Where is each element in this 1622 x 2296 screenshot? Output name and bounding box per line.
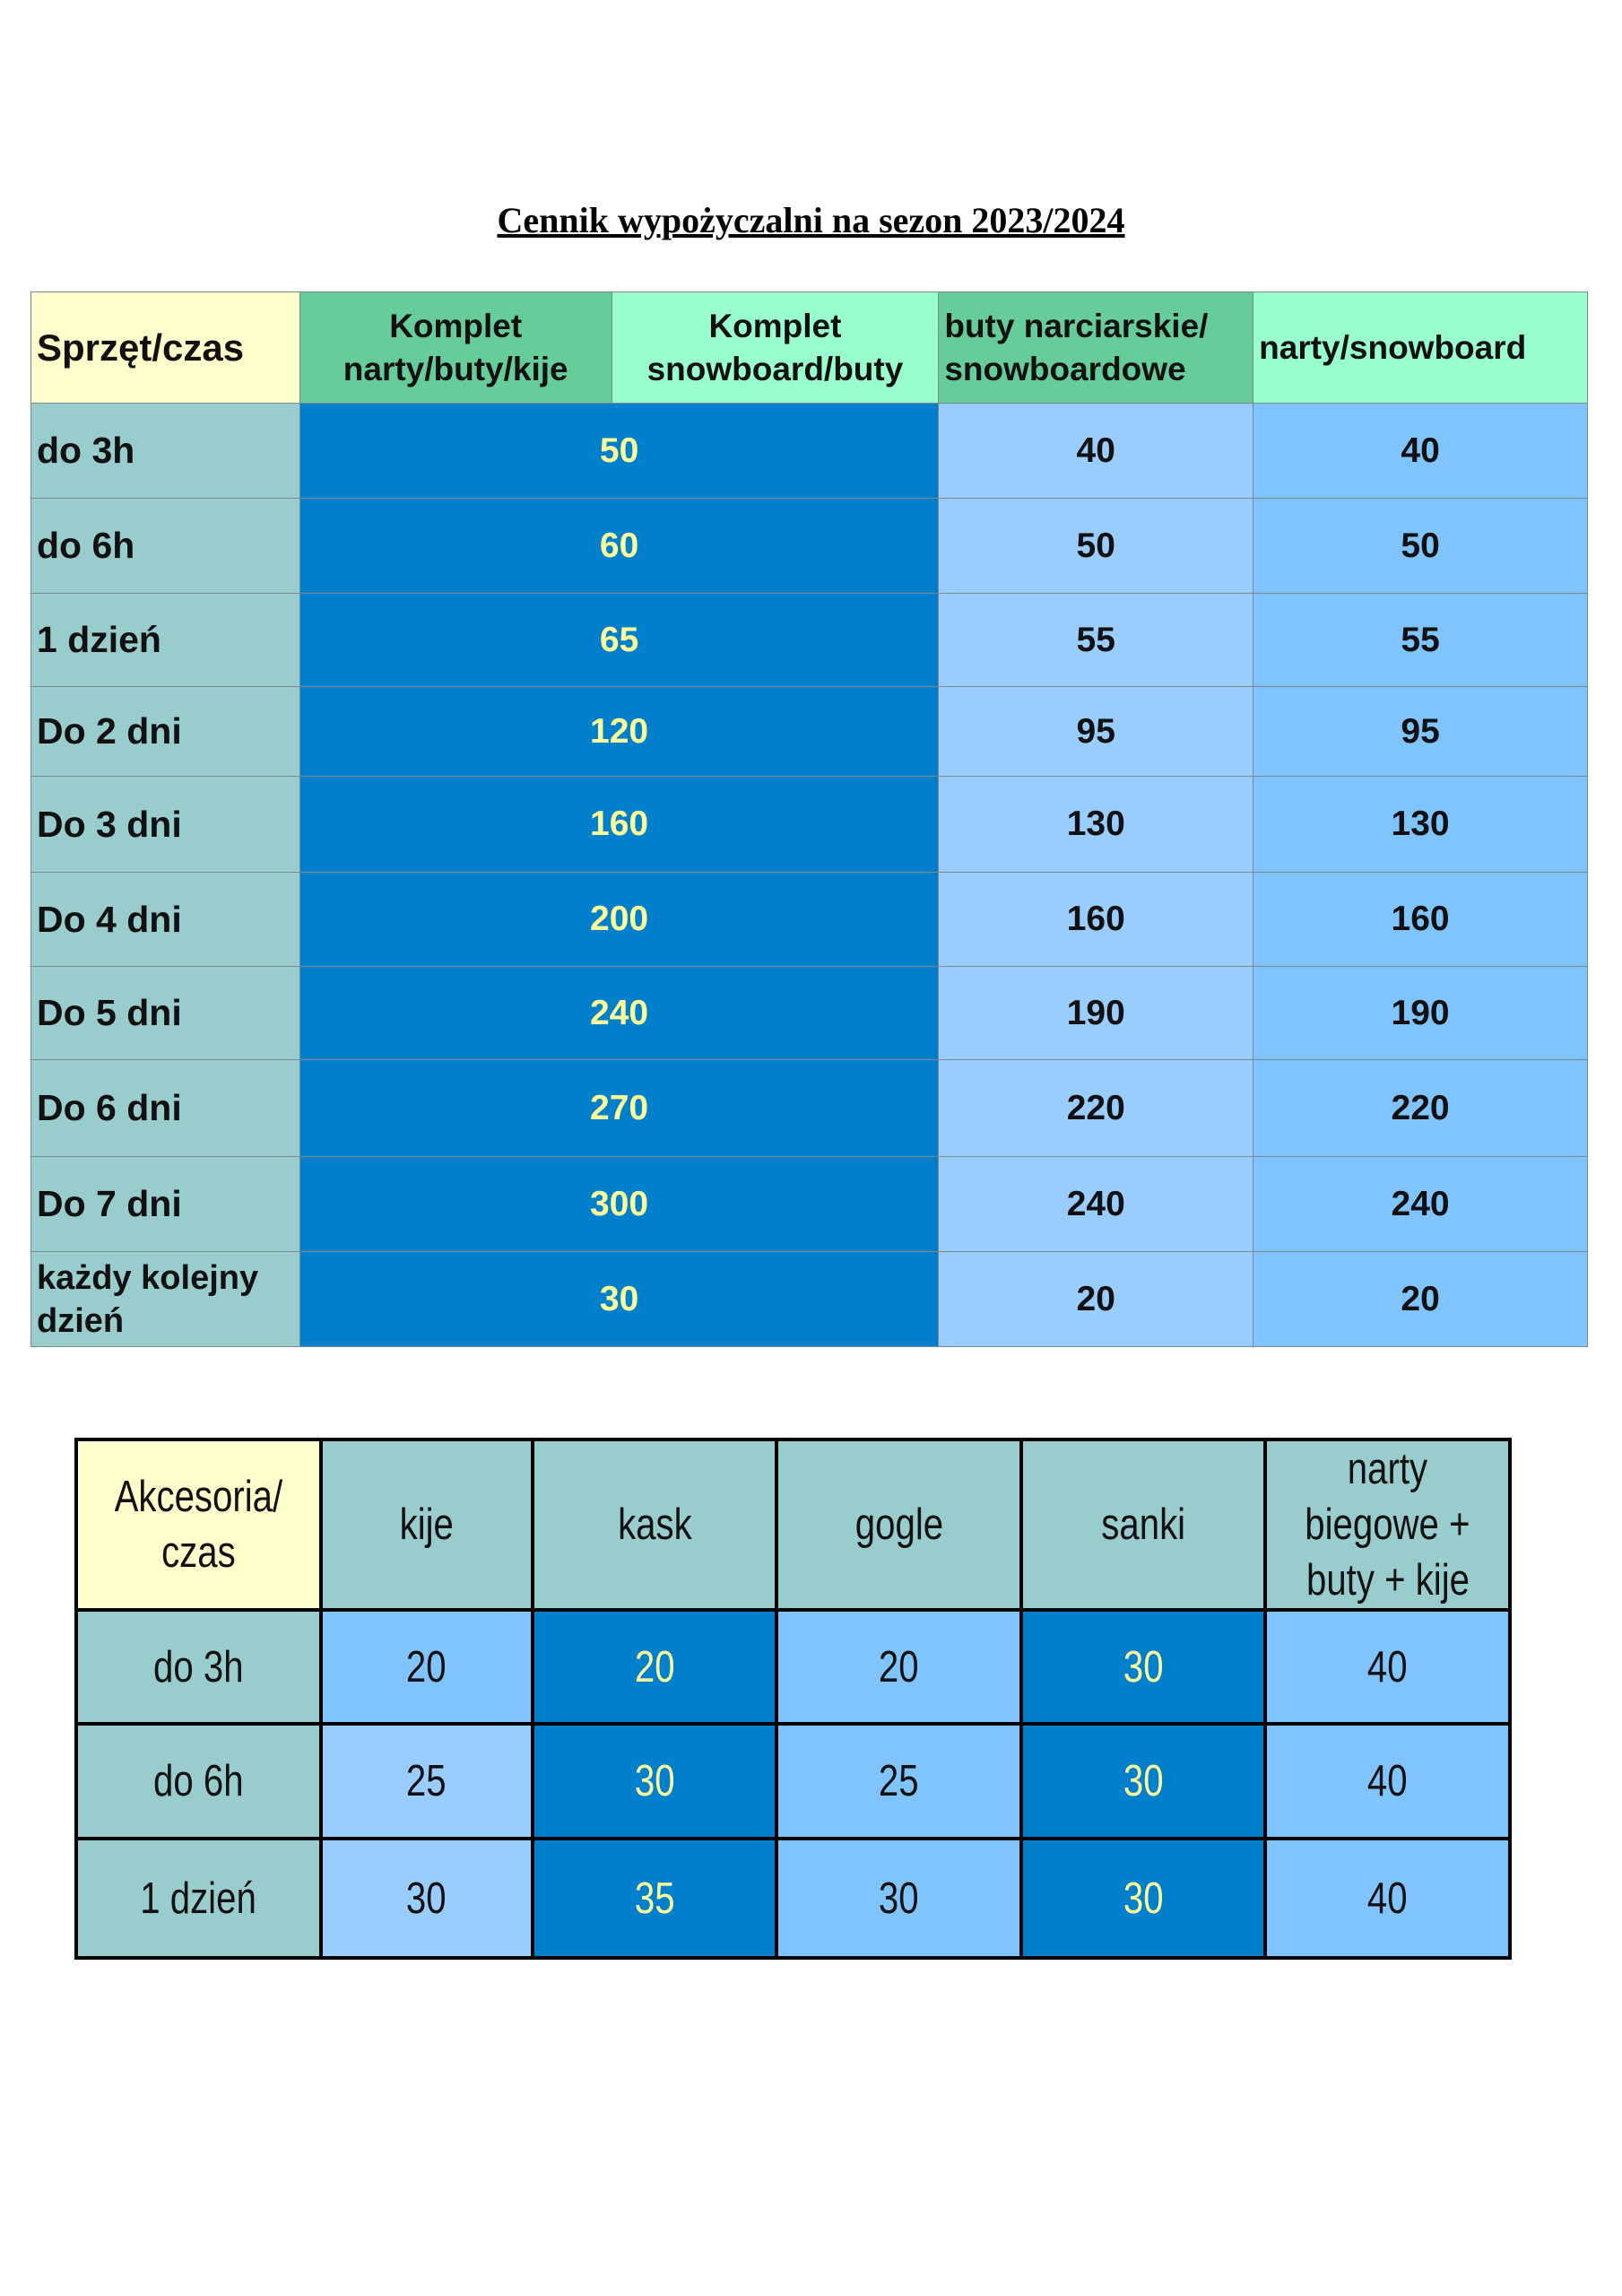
row-label-text: do 3h [152,1642,244,1692]
table-header-row [31,292,1588,404]
header-ski-set [299,292,612,404]
price-text: 35 [634,1874,675,1923]
price-text: 40 [1367,1874,1409,1923]
price-text: 30 [1123,1874,1164,1923]
price-boots: 240 [939,1157,1253,1252]
price-set: 300 [299,1157,939,1252]
row-label [76,1610,321,1724]
row-label-text: do 6h [152,1757,244,1805]
header-skis-snowboard: narty/snowboard [1253,292,1588,404]
price-boots: 160 [939,873,1253,967]
table-row [31,1252,1588,1347]
price-text: 40 [1367,1642,1409,1692]
row-label: Do 7 dni [31,1157,300,1252]
table-row [76,1610,1510,1724]
price-helmet [533,1724,777,1839]
price-text: 30 [879,1874,920,1923]
header-xc-set [1265,1439,1510,1610]
corner-line2 [78,1525,319,1580]
price-sled [1021,1839,1266,1958]
header-xc-line2 [1267,1497,1508,1552]
price-set: 30 [299,1252,939,1347]
row-label: Do 5 dni [31,967,300,1060]
price-set: 65 [299,594,939,687]
price-set: 160 [299,777,939,873]
corner-text-2: czas [160,1528,236,1577]
header-xc-text-3: buty + kije [1305,1556,1470,1605]
price-text: 40 [1367,1757,1409,1805]
table-row [31,404,1588,499]
row-label-line1: każdy kolejny [37,1258,259,1297]
header-snowboard-set-line2: snowboard/buty [646,350,904,387]
price-skis: 20 [1253,1252,1588,1347]
corner-header-accessories-time [76,1439,321,1610]
header-ski-set-line2: narty/buty/kije [343,350,568,387]
row-label-line2: dzień [37,1301,125,1340]
price-set: 270 [299,1060,939,1157]
corner-header-equipment-time: Sprzęt/czas [31,292,300,404]
header-xc-text-2: biegowe + [1305,1500,1470,1549]
header-sled [1021,1439,1266,1610]
row-label: do 3h [31,404,300,499]
header-goggles [776,1439,1021,1610]
table-row [31,873,1588,967]
row-label [76,1724,321,1839]
price-goggles [776,1610,1021,1724]
corner-text-1: Akcesoria/ [114,1473,283,1521]
table-row [76,1839,1510,1958]
row-label-text: 1 dzień [140,1874,257,1923]
price-boots: 130 [939,777,1253,873]
price-poles [321,1610,533,1724]
row-label: do 6h [31,499,300,594]
price-boots: 220 [939,1060,1253,1157]
price-set: 60 [299,499,939,594]
price-skis: 50 [1253,499,1588,594]
price-boots: 95 [939,687,1253,777]
header-xc-line1 [1267,1441,1508,1497]
table-row [31,967,1588,1060]
page-title: Cennik wypożyczalni na sezon 2023/2024 [497,200,1125,240]
table-header-row [76,1439,1510,1610]
header-xc-line3 [1267,1552,1508,1608]
header-ski-set-line1: Komplet [389,307,523,344]
price-skis: 55 [1253,594,1588,687]
header-sled-text: sanki [1101,1500,1186,1549]
price-skis: 240 [1253,1157,1588,1252]
price-boots: 55 [939,594,1253,687]
table-row [31,687,1588,777]
row-label: Do 4 dni [31,873,300,967]
price-set: 200 [299,873,939,967]
row-label: 1 dzień [31,594,300,687]
price-text: 30 [406,1874,447,1923]
header-boots [939,292,1253,404]
price-xc-set [1265,1724,1510,1839]
accessories-price-table [74,1438,1512,1960]
price-sled [1021,1610,1266,1724]
price-set: 50 [299,404,939,499]
price-goggles [776,1724,1021,1839]
price-skis: 220 [1253,1060,1588,1157]
price-xc-set [1265,1610,1510,1724]
price-sled [1021,1724,1266,1839]
price-goggles [776,1839,1021,1958]
header-boots-line1: buty narciarskie/ [944,307,1209,344]
header-helmet [533,1439,777,1610]
table-row [31,594,1588,687]
header-poles-text: kije [399,1500,454,1549]
price-skis: 160 [1253,873,1588,967]
price-skis: 95 [1253,687,1588,777]
price-set: 240 [299,967,939,1060]
price-helmet [533,1839,777,1958]
price-xc-set [1265,1839,1510,1958]
header-helmet-text: kask [617,1500,692,1549]
price-poles [321,1839,533,1958]
price-text: 25 [879,1757,920,1805]
row-label [31,1252,300,1347]
price-text: 20 [406,1642,447,1692]
header-snowboard-set-line1: Komplet [708,307,842,344]
table-row [31,1060,1588,1157]
price-boots: 20 [939,1252,1253,1347]
price-helmet [533,1610,777,1724]
header-xc-text-1: narty [1348,1445,1428,1493]
price-text: 25 [406,1757,447,1805]
header-boots-line2: snowboardowe [944,350,1186,387]
price-text: 30 [634,1757,675,1805]
price-text: 30 [1123,1642,1164,1692]
price-boots: 190 [939,967,1253,1060]
table-row [76,1724,1510,1839]
price-poles [321,1724,533,1839]
price-text: 20 [634,1642,675,1692]
price-boots: 50 [939,499,1253,594]
price-skis: 130 [1253,777,1588,873]
row-label: Do 2 dni [31,687,300,777]
table-row [31,1157,1588,1252]
price-text: 30 [1123,1757,1164,1805]
header-goggles-text: gogle [854,1500,943,1549]
row-label: Do 6 dni [31,1060,300,1157]
header-snowboard-set [612,292,939,404]
price-set: 120 [299,687,939,777]
row-label [76,1839,321,1958]
table-row [31,499,1588,594]
price-text: 20 [879,1642,920,1692]
price-skis: 190 [1253,967,1588,1060]
header-poles [321,1439,533,1610]
equipment-price-table [30,291,1588,1347]
price-skis: 40 [1253,404,1588,499]
price-boots: 40 [939,404,1253,499]
corner-line1 [78,1469,319,1525]
table-row [31,777,1588,873]
row-label: Do 3 dni [31,777,300,873]
